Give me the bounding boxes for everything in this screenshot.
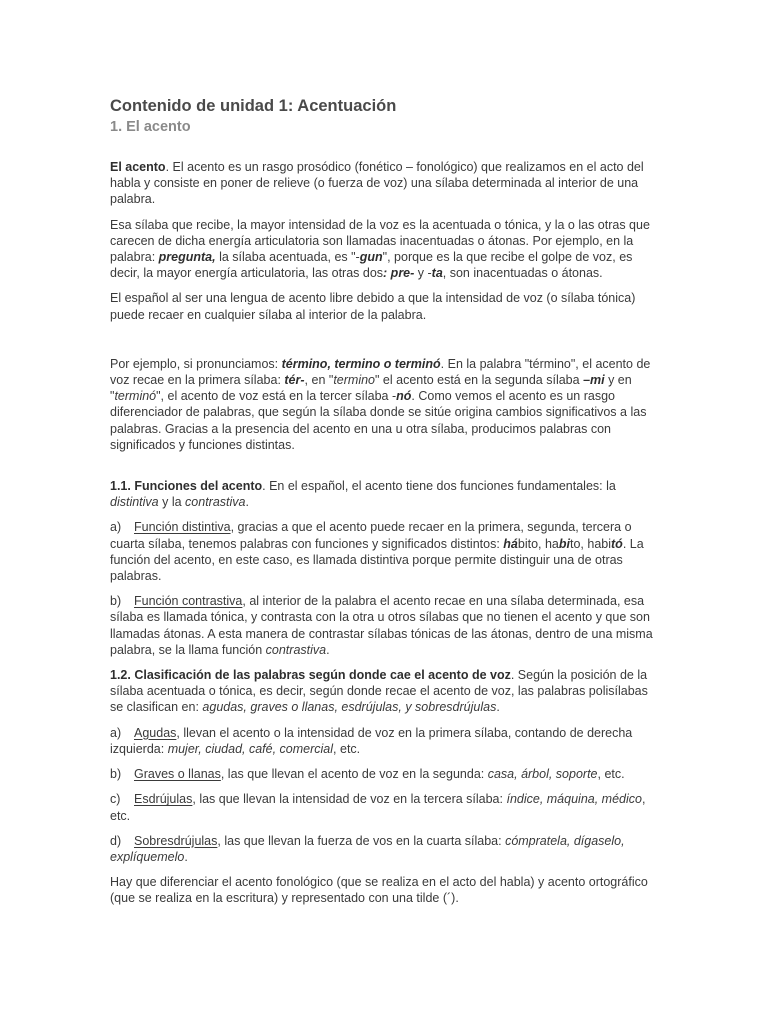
- text: y la: [158, 495, 186, 510]
- example-word: terminó: [114, 389, 157, 404]
- section-heading-clasificacion: 1.2. Clasificación de las palabras según donde cae el acento de voz: [110, 668, 511, 683]
- text: Esa sílaba que recibe, la mayor intensidad de la voz es la acentuada o tónica, y la o las otras que carecen de dicha energía articulatoria son llamadas inacentuadas o átonas. Por ejemplo, en la palabra:: [110, 217, 650, 265]
- section-heading-funciones: 1.1. Funciones del acento: [110, 479, 263, 494]
- text: .: [326, 642, 330, 657]
- text: , son inacentuadas o átonas.: [442, 266, 603, 281]
- paragraph-silaba-tonica: [110, 217, 660, 282]
- section-clasificacion: [110, 667, 660, 716]
- item-label: Función contrastiva: [134, 594, 243, 609]
- text: ", porque es la que recibe el golpe de voz, es decir, la mayor energía articulatoria, las otras dos: [110, 250, 633, 281]
- text: to, habi: [570, 536, 612, 551]
- paragraph-acento-ortografico: Hay que diferenciar el acento fonológico (que se realiza en el acto del habla) y acento ortográfico (que se realiza en la escritura) y representado con una tilde (´).: [110, 875, 648, 906]
- text: , las que llevan la intensidad de voz en la tercera sílaba:: [192, 792, 507, 807]
- item-label: Esdrújulas: [134, 792, 193, 807]
- example-syllable: gun: [359, 250, 383, 265]
- text: , etc.: [110, 792, 646, 823]
- list-marker: c): [110, 792, 121, 807]
- text: , gracias a que el acento puede recaer en la primera, segunda, tercera o cuarta sílaba, tenemos palabras con funciones y significados distintos:: [110, 520, 632, 551]
- section-subtitle: 1. El acento: [110, 119, 191, 135]
- text: , llevan el acento o la intensidad de voz en la primera sílaba, contando de derecha izquierda:: [110, 725, 633, 756]
- text: , al interior de la palabra el acento recae en una sílaba determinada, esa sílaba es llamada tónica, y contrasta con la otra u otros sílabas que no tienen el acento y que son llamadas átonas. A esta manera de contrastar sílabas tónicas de las átonas, dentro de una misma palabra, se la llama función: [110, 594, 653, 657]
- text: ", el acento de voz está en la tercer sílaba -: [156, 389, 397, 404]
- example-syllable: : pre-: [383, 266, 415, 281]
- text: . Según la posición de la sílaba acentuada o tónica, es decir, según donde recae el acento de voz, las palabras polisílabas se clasifican en:: [110, 668, 648, 715]
- term: contrastiva: [185, 495, 246, 510]
- spacer: [110, 462, 660, 478]
- stressed-syllable: bi: [558, 536, 570, 551]
- list-item-sobresdrujulas: [110, 833, 660, 865]
- example-syllable: –mi: [583, 373, 605, 388]
- text: Por ejemplo, si pronunciamos:: [110, 356, 282, 371]
- text: bito, ha: [517, 536, 559, 551]
- list-item-graves: [110, 766, 660, 782]
- spacer: [110, 332, 660, 356]
- text: . En el español, el acento tiene dos funciones fundamentales: la: [262, 479, 616, 494]
- paragraph-ejemplo: [110, 356, 660, 453]
- document-content: [110, 95, 660, 916]
- text: .: [184, 849, 188, 864]
- term-list: agudas, graves o llanas, esdrújulas, y sobresdrújulas: [202, 700, 497, 715]
- examples: mujer, ciudad, café, comercial: [167, 741, 334, 756]
- text: , en ": [304, 373, 334, 388]
- term-el-acento: El acento: [110, 160, 166, 174]
- page-title: Contenido de unidad 1: Acentuación: [110, 97, 397, 115]
- text: . La función del acento, en este caso, es llamada distintiva porque permite distinguir una de otras palabras.: [110, 536, 644, 584]
- term: contrastiva: [265, 642, 327, 657]
- list-item-agudas: [110, 725, 660, 757]
- list-marker: b): [110, 767, 122, 782]
- item-label: Función distintiva: [134, 520, 231, 535]
- stressed-syllable: tó: [611, 536, 623, 551]
- example-syllable: ta: [431, 266, 443, 281]
- text: . El acento es un rasgo prosódico (fonético – fonológico) que realizamos en el acto del habla y consiste en poner de relieve (o fuerza de voz) una sílaba determinada al interior de una palabra.: [110, 160, 644, 207]
- item-label: Sobresdrújulas: [134, 833, 218, 848]
- list-item-esdrujulas: [110, 791, 660, 823]
- examples: índice, máquina, médico: [506, 792, 642, 807]
- example-word: termino: [333, 373, 375, 388]
- paragraph-acento-libre: El español al ser una lengua de acento libre debido a que la intensidad de voz (o sílaba tónica) puede recaer en cualquier sílaba al interior de la palabra.: [110, 291, 636, 322]
- text: y en ": [110, 373, 632, 404]
- item-label: Graves o llanas: [134, 767, 221, 782]
- example-syllable: tér-: [284, 373, 305, 388]
- stressed-syllable: há: [503, 536, 518, 551]
- list-marker: a): [110, 520, 122, 535]
- list-marker: a): [110, 725, 122, 740]
- text: " el acento está en la segunda sílaba: [375, 373, 584, 388]
- list-item-funcion-distintiva: [110, 519, 660, 584]
- text: .: [496, 700, 500, 715]
- text: , las que llevan la fuerza de vos en la cuarta sílaba:: [217, 833, 506, 848]
- list-marker: b): [110, 594, 122, 609]
- term: distintiva: [110, 495, 159, 510]
- text: y -: [414, 266, 432, 281]
- examples: cómpratela, dígaselo, explíquemelo: [110, 833, 625, 864]
- list-item-funcion-contrastiva: [110, 593, 660, 658]
- text: , las que llevan el acento de voz en la segunda:: [220, 767, 488, 782]
- section-funciones: [110, 478, 660, 510]
- text: , etc.: [333, 741, 361, 756]
- paragraph-definition: [110, 159, 660, 208]
- text: , etc.: [597, 767, 625, 782]
- examples: casa, árbol, soporte: [487, 767, 598, 782]
- text: . En la palabra "término", el acento de voz recae en la primera sílaba:: [110, 356, 651, 388]
- text: .: [245, 495, 249, 510]
- example-syllable: nó: [396, 389, 412, 404]
- example-word: pregunta,: [158, 250, 216, 265]
- item-label: Agudas: [134, 725, 177, 740]
- text: la sílaba acentuada, es "-: [215, 250, 360, 265]
- example-words: término, termino o terminó: [281, 356, 441, 371]
- list-marker: d): [110, 833, 122, 848]
- text: . Como vemos el acento es un rasgo diferenciador de palabras, que según la sílaba donde se sitúe origina cambios significativos a las palabras. Gracias a la presencia del acento en una u otra sílaba, producimos palabras con significados y funciones distintas.: [110, 389, 647, 452]
